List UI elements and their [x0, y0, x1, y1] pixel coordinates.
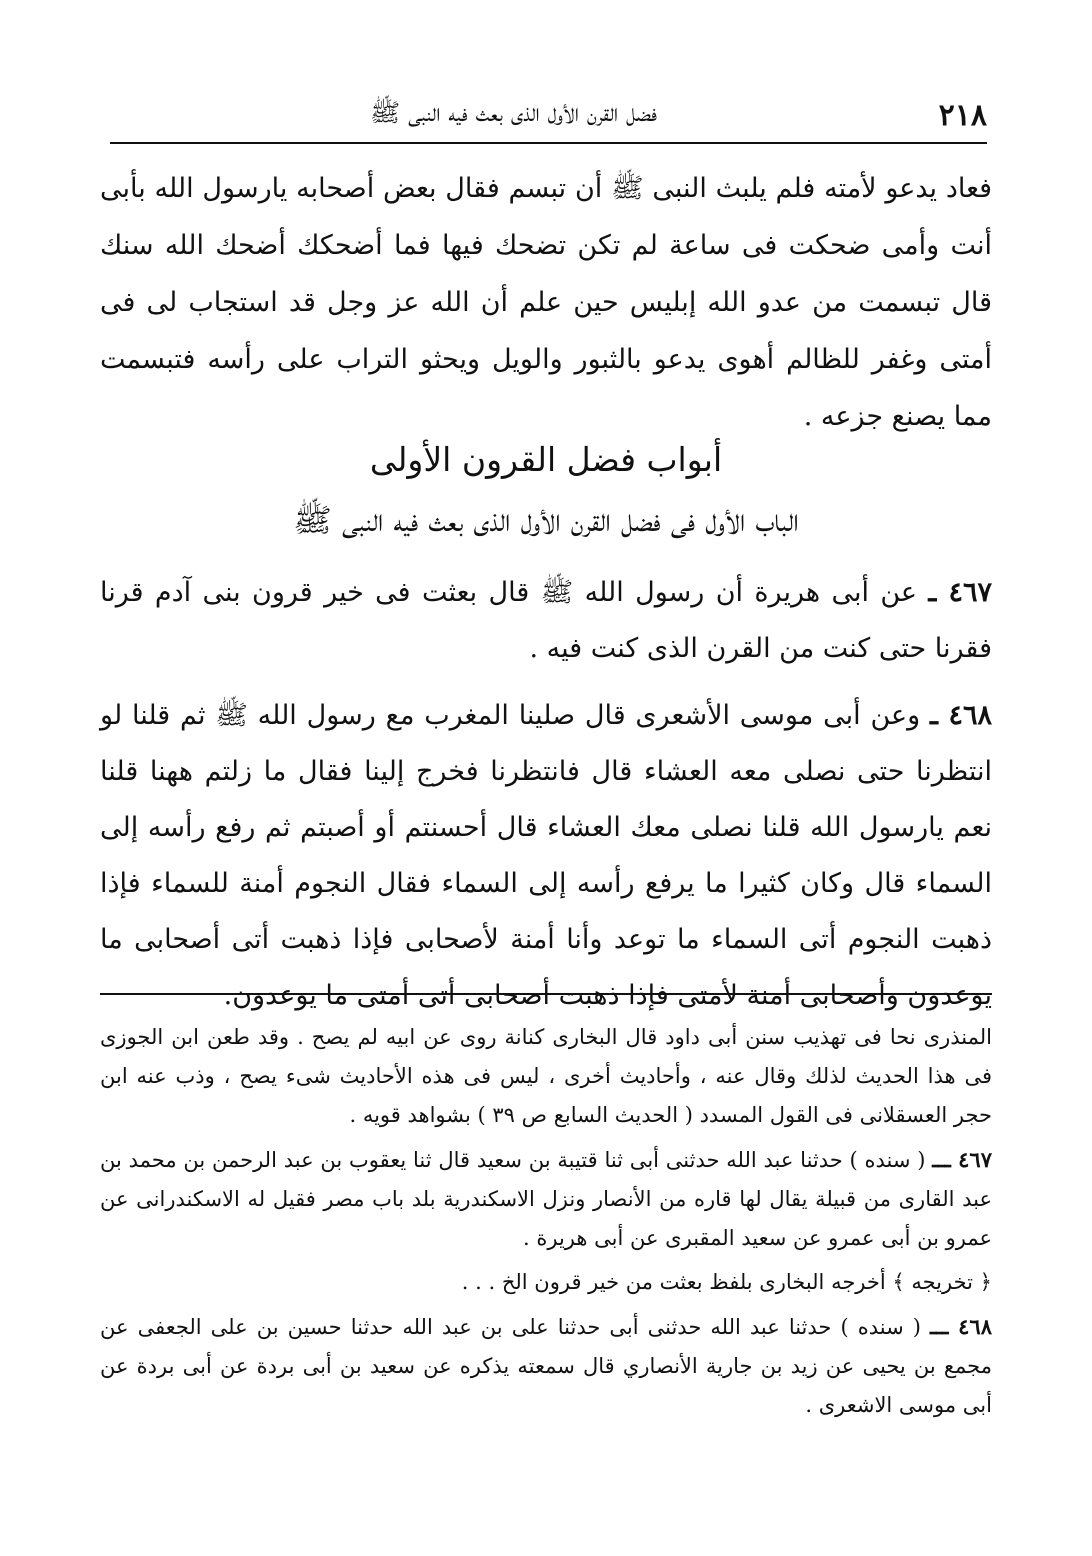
opening-paragraph: فعاد يدعو لأمته فلم يلبث النبى ﷺ أن تبسم فقال بعض أصحابه يارسول الله بأبى أنت وأمى ضحكت فى ساعة لم تكن تضحك فيها فما أضحكك أضحك الله سنك قال تبسمت من عدو الله إبليس حين علم أن الله عز وجل قد استجاب لى فى أمتى وغفر للظالم أهوى يدعو بالثبور والويل ويحثو التراب على رأسه فتبسمت مما يصنع جزعه .	[100, 173, 992, 432]
footnote-number: ٤٦٧ ـــ	[932, 1147, 992, 1172]
hadith-number: ٤٦٨ ـ	[929, 700, 992, 731]
footnote-468	[100, 1307, 992, 1425]
footnotes	[100, 1018, 992, 1430]
hadith-text: عن أبى هريرة أن رسول الله ﷺ قال بعثت فى خير قرون بنى آدم قرنا فقرنا حتى كنت من القرن الذى كنت فيه .	[100, 577, 992, 664]
hadith-467	[100, 565, 992, 677]
footnote-text: ( سنده ) حدثنا عبد الله حدثنى أبى حدثنا على بن عبد الله حدثنا حسين بن على الجعفى عن مجمع بن يحيى عن زيد بن جارية الأنصاري قال سمعته يذكره عن سعيد بن أبى بردة عن أبى بردة عن أبى موسى الاشعرى .	[100, 1315, 992, 1417]
hadith-paragraph	[100, 565, 992, 677]
running-title: فضل القرن الأول الذى بعث فيه النبى ﷺ	[370, 97, 658, 127]
page-number: ٢١٨	[938, 97, 987, 133]
footnote-continuation: المنذرى نحا فى تهذيب سنن أبى داود قال البخارى كنانة روى عن ابيه لم يصح . وقد طعن ابن الجوزى فى هذا الحديث لذلك وقال عنه ، وأحاديث أخرى ، ليس فى هذه الأحاديث شىء يصح ، وذب عنه ابن حجر العسقلانى فى القول المسدد ( الحديث السابع ص ٣٩ ) بشواهد قويه .	[100, 1025, 992, 1127]
footnote-text: ( سنده ) حدثنا عبد الله حدثنى أبى ثنا قتيبة بن سعيد قال ثنا يعقوب بن عبد الرحمن بن محمد بن عبد القارى من قبيلة يقال لها قاره من الأنصار ونزل الاسكندرية بلد باب مصر فقيل له الاسكندرانى عن عمرو بن أبى عمرو عن سعيد المقبرى عن أبى هريرة .	[100, 1148, 992, 1250]
chapter-heading	[100, 430, 992, 550]
main-text	[100, 160, 992, 445]
hadith-paragraph	[100, 688, 992, 1024]
footnote-divider	[100, 993, 992, 995]
footnote-467	[100, 1140, 992, 1258]
section-title: أبواب فضل القرون الأولى	[369, 440, 723, 479]
hadith-468	[100, 688, 992, 1024]
hadith-number: ٤٦٧ ـ	[928, 577, 992, 608]
footnote-number: ٤٦٨ ـــ	[929, 1314, 992, 1339]
hadith-text: وعن أبى موسى الأشعرى قال صلينا المغرب مع رسول الله ﷺ ثم قلنا لو انتظرنا حتى نصلى معه العشاء قال فانتظرنا فخرج إلينا فقال ما زلتم ههنا قلنا نعم يارسول الله قلنا نصلى معك العشاء قال أحسنتم أو أصبتم ثم رفع رأسه إلى السماء قال وكان كثيرا ما يرفع رأسه إلى السماء فقال النجوم أمنة للسماء فإذا ذهبت النجوم أتى السماء ما توعد وأنا أمنة لأصحابى فإذا ذهبت أتى أصحابى ما يوعدون وأصحابى أمنة لأمتى فإذا ذهبت أصحابى أتى أمتى ما يوعدون.	[100, 700, 992, 1011]
chapter-title: الباب الأول فى فضل القرن الأول الذى بعث فيه النبى ﷺ	[293, 501, 799, 539]
takhrij-467: ﴿ تخريجه ﴾ أخرجه البخارى بلفظ بعثت من خير قرون الخ . . .	[461, 1270, 992, 1294]
page-header	[110, 88, 987, 144]
